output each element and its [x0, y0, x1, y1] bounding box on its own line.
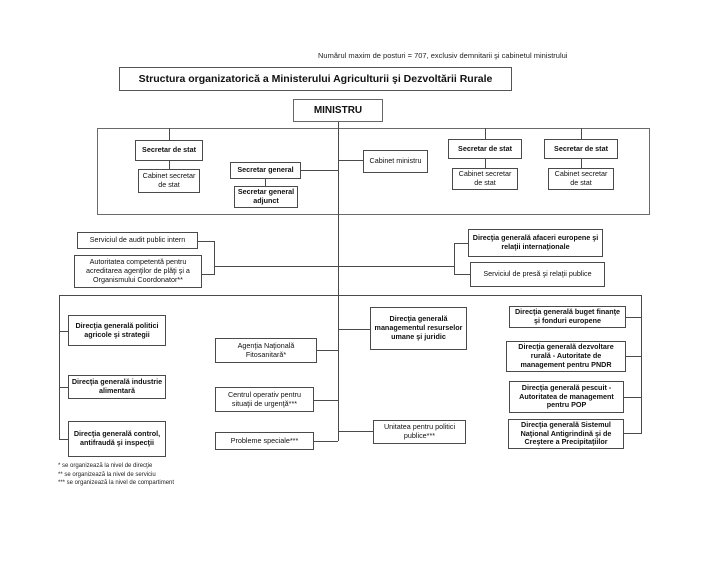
connector-line	[59, 295, 641, 296]
node-cabinet-secretar-1: Cabinet secretar de stat	[138, 169, 200, 193]
connector-line	[202, 274, 214, 275]
node-dezvoltare-rurala-pndr: Direcţia generală dezvoltare rurală - Autoritate de management pentru PNDR	[506, 341, 626, 372]
footnote-2: ** se organizează la nivel de serviciu	[58, 471, 156, 478]
connector-line	[59, 295, 60, 440]
connector-line	[339, 431, 373, 432]
node-secretar-de-stat-2: Secretar de stat	[448, 139, 522, 159]
node-antigrindina: Direcţia generală Sistemul Naţional Antigrindină şi de Creştere a Precipitaţiilor	[508, 419, 624, 449]
connector-line	[485, 159, 486, 168]
connector-line	[59, 439, 68, 440]
node-ministru: MINISTRU	[293, 99, 383, 122]
node-control-antifrauda: Direcţia generală control, antifraudă şi inspecţii	[68, 421, 166, 457]
node-secretar-de-stat-1: Secretar de stat	[135, 140, 203, 161]
connector-line	[169, 128, 170, 140]
connector-line	[624, 397, 641, 398]
connector-line	[265, 179, 266, 186]
footnote-3: *** se organizează la nivel de compartiment	[58, 480, 175, 487]
connector-line	[338, 160, 364, 161]
node-secretar-general: Secretar general	[230, 162, 301, 179]
node-probleme-speciale: Probleme speciale***	[215, 432, 314, 450]
connector-line	[198, 241, 214, 242]
connector-line	[454, 243, 455, 275]
node-unitatea-politici-publice: Unitatea pentru politici publice***	[373, 420, 466, 444]
connector-line	[339, 329, 370, 330]
connector-line	[581, 128, 582, 139]
node-afaceri-europene: Direcţia generală afaceri europene şi relaţii internaţionale	[468, 229, 603, 257]
node-cabinet-secretar-3: Cabinet secretar de stat	[548, 168, 614, 190]
connector-line	[485, 128, 486, 139]
footnote-1: * se organizează la nivel de direcţie	[58, 463, 153, 469]
node-buget-fonduri-europene: Direcţia generală buget finanţe şi fonduri europene	[509, 306, 626, 328]
connector-line	[169, 161, 170, 169]
node-autoritatea-competenta: Autoritatea competentă pentru acreditarea agenţilor de plăţi şi a Organismului Coordonator**	[74, 255, 202, 288]
connector-line	[454, 274, 470, 275]
connector-line	[314, 400, 338, 401]
node-centrul-operativ: Centrul operativ pentru situaţii de urgenţă***	[215, 387, 314, 412]
node-industrie-alimentara: Direcţia generală industrie alimentară	[68, 375, 166, 399]
connector-line	[338, 121, 339, 441]
connector-line	[214, 266, 454, 267]
footnotes	[58, 462, 174, 488]
connector-line	[454, 243, 468, 244]
node-secretar-de-stat-3: Secretar de stat	[544, 139, 618, 159]
connector-line	[624, 433, 641, 434]
node-secretar-general-adjunct: Secretar general adjunct	[234, 186, 298, 208]
connector-line	[626, 317, 641, 318]
chart-title: Structura organizatorică a Ministerului Agriculturii şi Dezvoltării Rurale	[119, 67, 512, 91]
node-cabinet-ministru: Cabinet ministru	[363, 150, 428, 173]
max-posts-note: Numărul maxim de posturi = 707, exclusiv demnitarii şi cabinetul ministrului	[318, 51, 568, 60]
connector-line	[59, 387, 68, 388]
connector-line	[641, 295, 642, 434]
connector-line	[317, 350, 338, 351]
connector-line	[314, 441, 338, 442]
connector-line	[581, 159, 582, 168]
connector-line	[626, 356, 641, 357]
node-cabinet-secretar-2: Cabinet secretar de stat	[452, 168, 518, 190]
node-resurse-umane-juridic: Direcţia generală managementul resurselor umane şi juridic	[370, 307, 467, 350]
node-politici-agricole: Direcţia generală politici agricole şi strategii	[68, 315, 166, 346]
connector-line	[214, 241, 215, 275]
connector-line	[301, 170, 339, 171]
node-agentia-fitosanitara: Agenţia Naţională Fitosanitară*	[215, 338, 317, 363]
node-audit-intern: Serviciul de audit public intern	[77, 232, 198, 249]
node-presa-relatii-publice: Serviciul de presă şi relaţii publice	[470, 262, 605, 287]
connector-line	[59, 331, 68, 332]
node-pescuit-pop: Direcţia generală pescuit - Autoritatea de management pentru POP	[509, 381, 624, 413]
